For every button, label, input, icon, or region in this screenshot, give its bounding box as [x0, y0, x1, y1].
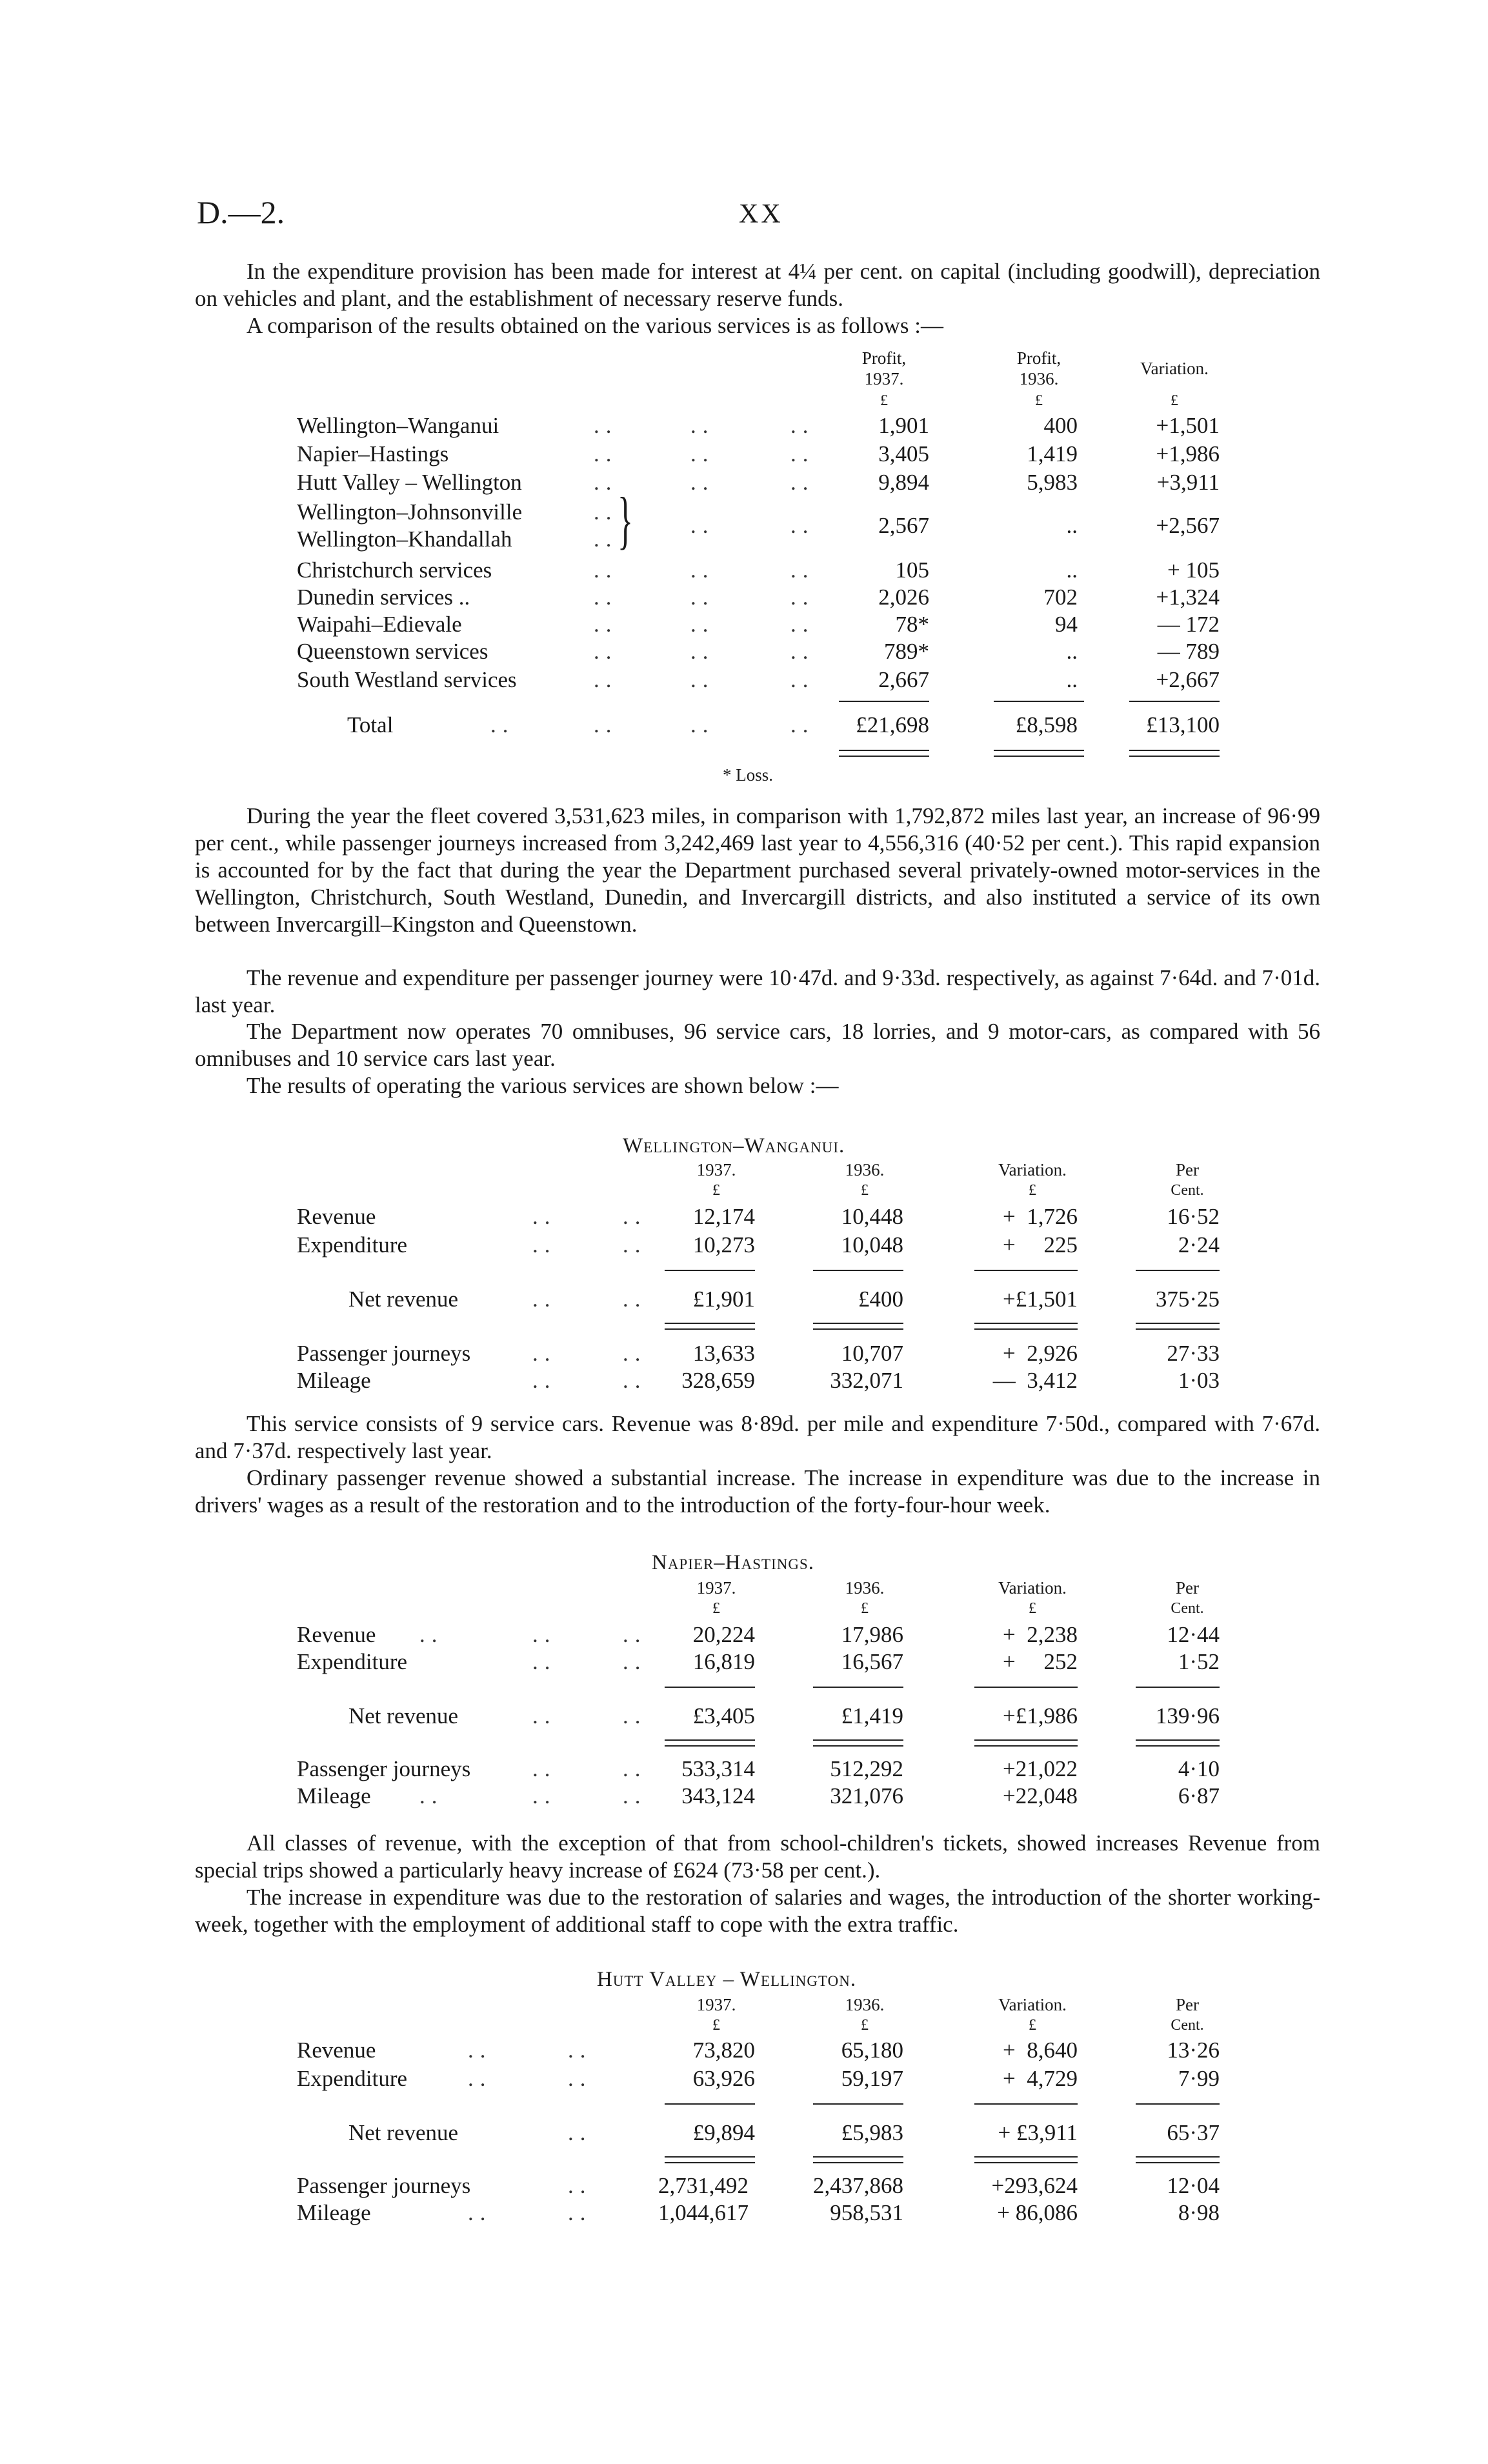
total-1937: £21,698	[856, 712, 929, 737]
profit-1936: 94	[1055, 612, 1078, 637]
document-reference: D.—2.	[197, 194, 285, 230]
variation: +1,986	[1156, 441, 1220, 466]
table-row: Revenue .. .. .. 20,224 17,986 + 2,238 12·44	[297, 1622, 1220, 1647]
comparison-group-row-b: Wellington–Khandallah ..	[297, 526, 618, 552]
unit: £	[861, 1182, 869, 1199]
comparison-group-row-a: Wellington–Johnsonville ..	[297, 499, 618, 525]
ww-paragraph-1	[195, 1410, 1320, 1465]
comparison-row: Wellington–Wanganui .. .. .. 1,901 400 +1,501	[297, 413, 1220, 438]
row-label: Net revenue	[348, 1287, 459, 1312]
row-label: Net revenue	[348, 2120, 459, 2145]
table-row: Passenger journeys .. .. 533,314 512,292 +21,022 4·10	[297, 1756, 1220, 1781]
table-title: Wellington–Wanganui.	[623, 1134, 845, 1157]
service-name: Napier–Hastings	[297, 441, 449, 466]
variation: +2,667	[1156, 667, 1220, 692]
col-cent: Cent.	[1171, 1182, 1204, 1199]
footnote: * Loss.	[723, 765, 774, 785]
col-1937: 1937.	[696, 1160, 736, 1179]
table-row: Expenditure .. .. 16,819 16,567 + 252 1·52	[297, 1649, 1220, 1674]
comparison-lead-text: A comparison of the results obtained on the various services is as follows :—	[246, 313, 943, 338]
profit-1936: ..	[1066, 667, 1078, 692]
row-label: Revenue	[297, 2038, 376, 2063]
service-name: Waipahi–Edievale	[297, 612, 462, 637]
service-name: Wellington–Johnsonville	[297, 499, 523, 525]
service-name: Wellington–Khandallah	[297, 526, 512, 552]
intro-text: In the expenditure provision has been made for interest at 4¼ per cent. on capital (including goodwill), depreciation on vehicles and plant, and the establishment of necessary reserve funds.	[195, 259, 1320, 311]
profit-1937: 9,894	[878, 470, 929, 495]
profit-1937: 105	[895, 557, 929, 583]
variation: +1,501	[1156, 413, 1220, 438]
profit-1936: 5,983	[1027, 470, 1078, 495]
comparison-lead	[195, 312, 1320, 339]
nh-paragraph-2	[195, 1884, 1320, 1938]
ww-paragraph-2	[195, 1465, 1320, 1519]
revenue-text: The revenue and expenditure per passenger journey were 10·47d. and 9·33d. respectively, as against 7·64d. and 7·01d. last year.	[195, 965, 1320, 1017]
profit-1936: ..	[1066, 513, 1078, 538]
table-row: Mileage .. .. 1,044,617 958,531 + 86,086 8·98	[297, 2200, 1220, 2225]
nh-text-2: The increase in expenditure was due to the restoration of salaries and wages, the introduction of the shorter working-week, together with the employment of additional staff to cope with the extra traffic.	[195, 1885, 1320, 1937]
profit-1937: 789*	[884, 639, 929, 664]
double-rule	[1129, 750, 1220, 757]
nh-paragraph-1	[195, 1830, 1320, 1884]
comparison-row: Christchurch services .. .. .. 105 .. + 105	[297, 557, 1220, 583]
intro-paragraph	[195, 258, 1320, 312]
service-name: Queenstown services	[297, 639, 488, 664]
table-row: Net revenue .. £9,894 £5,983 + £3,911 65·37	[348, 2120, 1220, 2145]
comparison-row: Queenstown services .. .. .. 789* .. — 789	[297, 639, 1220, 664]
row-label: Revenue	[297, 1622, 376, 1647]
comparison-row: Waipahi–Edievale .. .. .. 78* 94 — 172	[297, 612, 1220, 637]
rule	[1129, 701, 1220, 702]
profit-1936: 702	[1043, 585, 1078, 610]
row-label: Passenger journeys	[297, 2173, 471, 2198]
results-paragraph	[195, 1072, 1320, 1099]
total-variation: £13,100	[1146, 712, 1220, 737]
variation: + 105	[1167, 557, 1220, 583]
comparison-row: South Westland services .. .. .. 2,667 .. +2,667	[297, 667, 1220, 692]
unit-variation: £	[1171, 392, 1178, 409]
comparison-row: Napier–Hastings .. .. .. 3,405 1,419 +1,986	[297, 441, 1220, 466]
unit-1937: £	[880, 392, 888, 409]
table-row: Revenue .. .. 73,820 65,180 + 8,640 13·26	[297, 2038, 1220, 2063]
comparison-total-row: Total .. .. .. .. £21,698 £8,598 £13,100	[347, 712, 1220, 737]
fleet-paragraph	[195, 803, 1320, 938]
profit-1937: 3,405	[878, 441, 929, 466]
table-title: Hutt Valley – Wellington.	[597, 1968, 857, 1991]
profit-1936: ..	[1066, 557, 1078, 583]
variation: +2,567	[1156, 513, 1220, 538]
revenue-paragraph	[195, 965, 1320, 1019]
double-rule	[839, 750, 929, 757]
profit-1936: 1,419	[1027, 441, 1078, 466]
row-label: Revenue	[297, 1204, 376, 1229]
row-label: Expenditure	[297, 2066, 408, 2091]
profit-1937: 1,901	[878, 413, 929, 438]
service-name: South Westland services	[297, 667, 517, 692]
col-variation: Variation.	[998, 1160, 1067, 1179]
col-1936: 1936.	[845, 1160, 885, 1179]
variation: +1,324	[1156, 585, 1220, 610]
profit-1937-header-a: Profit,	[861, 348, 907, 368]
row-label: Expenditure	[297, 1232, 408, 1257]
comparison-row: Hutt Valley – Wellington .. .. .. 9,894 5,983 +3,911	[297, 470, 1220, 495]
table-row: Expenditure .. .. 10,273 10,048 + 225 2·24	[297, 1232, 1220, 1257]
ww-text-2: Ordinary passenger revenue showed a substantial increase. The increase in expenditure was due to the increase in drivers' wages as a result of the restoration and to the introduction of the forty-four-hour week.	[195, 1465, 1320, 1517]
nh-text-1: All classes of revenue, with the exception of that from school-children's tickets, showed increases Revenue from special trips showed a particularly heavy increase of £624 (73·58 per cent.).	[195, 1830, 1320, 1883]
profit-1936-header-a: Profit,	[1016, 348, 1061, 368]
operates-text: The Department now operates 70 omnibuses, 96 service cars, 18 lorries, and 9 motor-cars, as compared with 56 omnibuses and 10 service cars last year.	[195, 1019, 1320, 1071]
table-row: Passenger journeys .. .. 13,633 10,707 + 2,926 27·33	[297, 1341, 1220, 1366]
variation: — 172	[1157, 612, 1220, 637]
service-name: Hutt Valley – Wellington	[297, 470, 522, 495]
results-text: The results of operating the various services are shown below :—	[246, 1073, 839, 1098]
table-row: Net revenue .. .. £3,405 £1,419 +£1,986 139·96	[348, 1703, 1220, 1728]
variation: +3,911	[1156, 470, 1220, 495]
page-number: XX	[739, 199, 783, 229]
unit: £	[712, 1182, 720, 1199]
unit-1936: £	[1035, 392, 1043, 409]
service-name: Christchurch services	[297, 557, 492, 583]
col-per: Per	[1176, 1160, 1199, 1179]
table-row: Expenditure .. .. 63,926 59,197 + 4,729 7·99	[297, 2066, 1220, 2091]
row-label: Mileage	[297, 1368, 371, 1393]
unit: £	[1029, 1182, 1036, 1199]
comparison-row: Dunedin services .. .. .. .. 2,026 702 +1,324	[297, 585, 1220, 610]
table-row: Mileage .. .. .. 343,124 321,076 +22,048 6·87	[297, 1783, 1220, 1808]
table-row: Mileage .. .. 328,659 332,071 — 3,412 1·03	[297, 1368, 1220, 1393]
table-title: Napier–Hastings.	[652, 1551, 814, 1574]
profit-1937: 78*	[895, 612, 929, 637]
variation: — 789	[1157, 639, 1220, 664]
profit-1936-header-b: 1936.	[1019, 369, 1059, 388]
row-label: Mileage	[297, 2200, 371, 2225]
variation-header: Variation.	[1140, 359, 1209, 378]
row-label: Net revenue	[348, 1703, 459, 1728]
total-label: Total	[347, 712, 394, 737]
row-label: Passenger journeys	[297, 1341, 471, 1366]
comparison-group-values: .. .. 2,567 .. +2,567	[690, 513, 1220, 538]
row-label: Expenditure	[297, 1649, 408, 1674]
profit-1937-header-b: 1937.	[864, 369, 904, 388]
rule	[994, 701, 1084, 702]
table-row: Net revenue .. .. £1,901 £400 +£1,501 375·25	[348, 1287, 1220, 1312]
fleet-text: During the year the fleet covered 3,531,623 miles, in comparison with 1,792,872 miles last year, an increase of 96·99 per cent., while passenger journeys increased from 3,242,469 last year to 4,556,316 (40·52 per cent.). This rapid expansion is accounted for by the fact that during the year the Department purchased several privately-owned motor-services in the Wellington, Christchurch, South Westland, Dunedin, and Invercargill districts, and also instituted a service of its own between Invercargill–Kingston and Queenstown.	[195, 803, 1320, 937]
total-1936: £8,598	[1015, 712, 1078, 737]
operates-paragraph	[195, 1018, 1320, 1072]
profit-1936: ..	[1066, 639, 1078, 664]
service-name: Dunedin services ..	[297, 585, 470, 610]
rule	[839, 701, 929, 702]
profit-1937: 2,667	[878, 667, 929, 692]
table-row: Passenger journeys .. 2,731,492 2,437,868 +293,624 12·04	[297, 2173, 1220, 2198]
profit-1936: 400	[1043, 413, 1078, 438]
double-rule	[994, 750, 1084, 757]
table-row: Revenue .. .. 12,174 10,448 + 1,726 16·52	[297, 1204, 1220, 1229]
group-brace: }	[618, 484, 633, 556]
service-name: Wellington–Wanganui	[297, 413, 499, 438]
profit-1937: 2,026	[878, 585, 929, 610]
profit-1937: 2,567	[878, 513, 929, 538]
row-label: Mileage	[297, 1783, 371, 1808]
ww-text-1: This service consists of 9 service cars. Revenue was 8·89d. per mile and expenditure 7·50d., compared with 7·67d. and 7·37d. respectively last year.	[195, 1411, 1320, 1463]
row-label: Passenger journeys	[297, 1756, 471, 1781]
